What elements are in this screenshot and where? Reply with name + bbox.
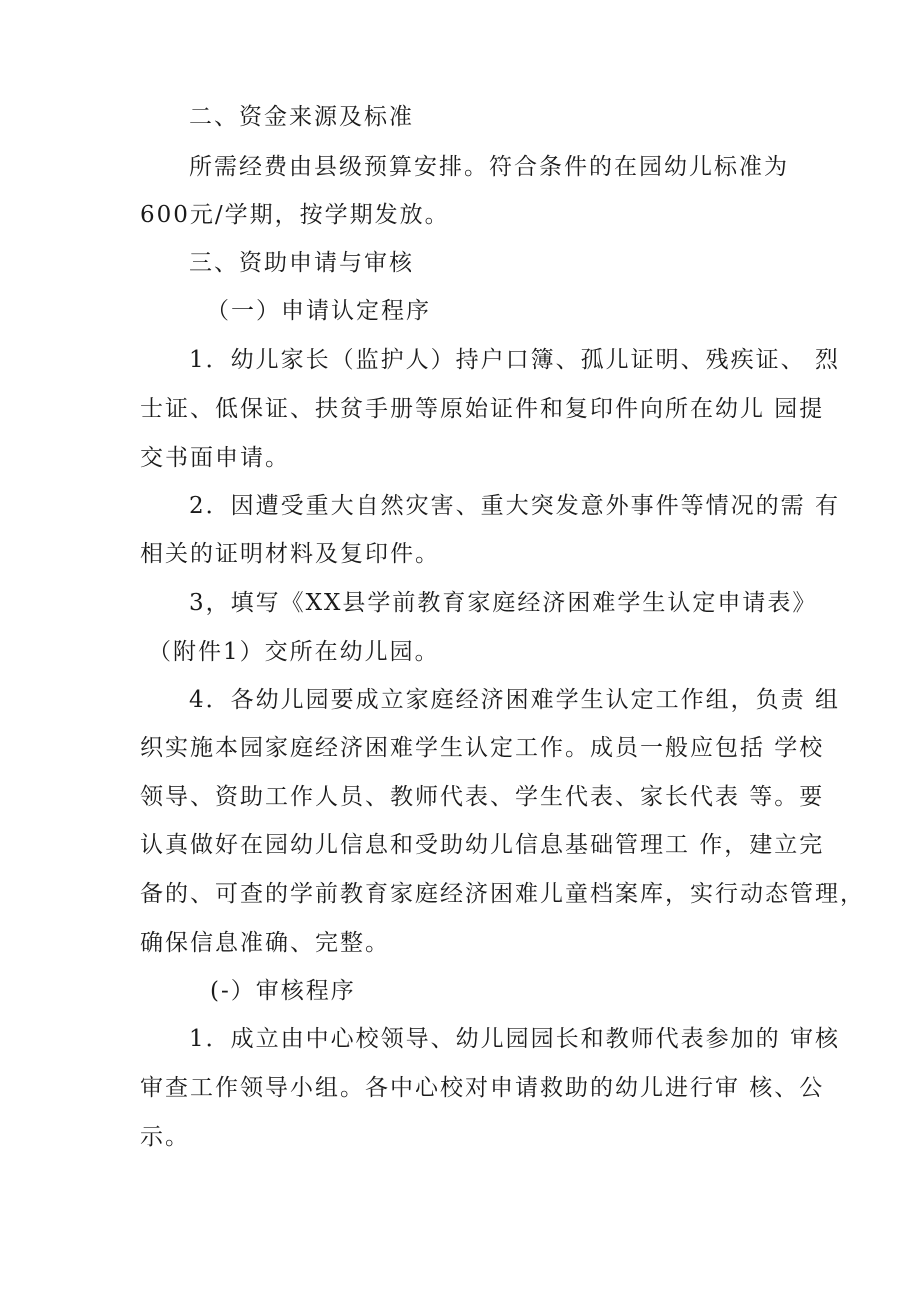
paragraph-line: 3，填写《XX县学前教育家庭经济困难学生认定申请表》 — [189, 590, 818, 616]
subsection-heading-review-procedure: (-）审核程序 — [210, 978, 356, 1004]
paragraph-line: 4．各幼儿园要成立家庭经济困难学生认定工作组，负责 组 — [189, 687, 840, 713]
section-heading-application: 三、资助申请与审核 — [189, 250, 414, 276]
paragraph-line: 1．成立由中心校领导、幼儿园园长和教师代表参加的 审核 — [189, 1026, 840, 1052]
subsection-heading-application-procedure: （一）申请认定程序 — [206, 298, 431, 324]
section-heading-funding: 二、资金来源及标准 — [189, 104, 414, 130]
paragraph-line: 领导、资助工作人员、教师代表、学生代表、家长代表 等。要 — [140, 784, 825, 810]
paragraph-line: 1．幼儿家长（监护人）持户口簿、孤儿证明、残疾证、 烈 — [189, 347, 840, 373]
paragraph-line: 2．因遭受重大自然灾害、重大突发意外事件等情况的需 有 — [189, 493, 840, 519]
paragraph-line: 所需经费由县级预算安排。符合条件的在园幼儿标准为 — [189, 154, 789, 180]
paragraph-line: 示。 — [140, 1124, 190, 1150]
paragraph-line: 士证、低保证、扶贫手册等原始证件和复印件向所在幼儿 园提 — [140, 396, 825, 422]
paragraph-line: 交书面申请。 — [140, 445, 290, 471]
paragraph-line: （附件1）交所在幼儿园。 — [148, 639, 440, 665]
paragraph-line: 审查工作领导小组。各中心校对申请救助的幼儿进行审 核、公 — [140, 1075, 825, 1101]
paragraph-line: 相关的证明材料及复印件。 — [140, 541, 440, 567]
paragraph-line: 备的、可查的学前教育家庭经济困难儿童档案库，实行动态管理， — [140, 881, 865, 907]
paragraph-line: 确保信息准确、完整。 — [140, 930, 390, 956]
paragraph-line: 认真做好在园幼儿信息和受助幼儿信息基础管理工 作，建立完 — [140, 832, 825, 858]
paragraph-line: 600元/学期，按学期发放。 — [140, 202, 450, 228]
paragraph-line: 织实施本园家庭经济困难学生认定工作。成员一般应包括 学校 — [140, 735, 825, 761]
